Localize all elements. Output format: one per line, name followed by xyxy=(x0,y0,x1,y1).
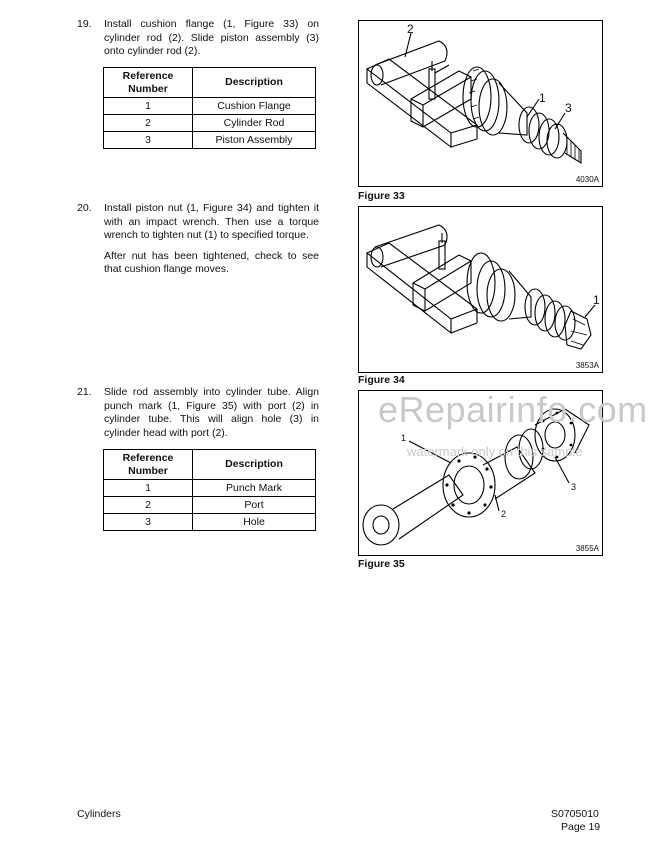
callout-label: 2 xyxy=(501,509,507,519)
reference-table-21 xyxy=(103,449,316,531)
watermark-logo-text: eRepairinfo.com xyxy=(378,389,648,430)
figure-34-illustration xyxy=(358,206,603,373)
step-text: Install piston nut (1, Figure 34) and tighten it with an impact wrench. Then use a torque wrench to tighten nut (1) to specified torque. xyxy=(104,202,319,241)
step-number: 19. xyxy=(77,18,92,30)
figure-code: 3853A xyxy=(575,361,599,370)
callout-label: 3 xyxy=(565,101,572,115)
figure-code: 3855A xyxy=(575,544,599,553)
figure-caption: Figure 34 xyxy=(358,374,405,386)
table-cell: 2 xyxy=(104,115,193,132)
step-text: After nut has been tightened, check to see that cushion flange moves. xyxy=(104,249,319,275)
step-text: Slide rod assembly into cylinder tube. Align punch mark (1, Figure 35) with port (2) in cylinder tube. This will align hole (3) in cylinder head with port (2). xyxy=(104,386,319,439)
table-row xyxy=(104,98,316,115)
table-header: Description xyxy=(193,450,316,480)
table-cell: Cushion Flange xyxy=(193,98,316,115)
watermark-note: watermark only on this sample xyxy=(407,444,583,459)
table-cell: 3 xyxy=(104,132,193,149)
callout-label: 1 xyxy=(593,293,600,307)
table-cell: 2 xyxy=(104,497,193,514)
callout-label: 3 xyxy=(571,482,577,492)
step-number: 21. xyxy=(77,386,92,398)
callout-label: 1 xyxy=(401,433,407,443)
table-row xyxy=(104,115,316,132)
table-header: Reference Number xyxy=(104,450,193,480)
figure-33-illustration xyxy=(358,20,603,187)
table-row xyxy=(104,480,316,497)
footer-doc-number: S0705010 xyxy=(551,808,599,820)
table-cell: 1 xyxy=(104,480,193,497)
figure-code: 4030A xyxy=(575,175,599,184)
step-number: 20. xyxy=(77,202,92,214)
table-cell: Hole xyxy=(193,514,316,531)
footer-section: Cylinders xyxy=(77,808,121,820)
table-row xyxy=(104,497,316,514)
reference-table-19 xyxy=(103,67,316,149)
step-text: Install cushion flange (1, Figure 33) on cylinder rod (2). Slide piston assembly (3) onto cylinder rod (2). xyxy=(104,18,319,57)
callout-label: 2 xyxy=(407,22,414,36)
table-header: Description xyxy=(193,68,316,98)
table-cell: Piston Assembly xyxy=(193,132,316,149)
footer-page-number: Page 19 xyxy=(561,821,601,833)
table-row xyxy=(104,132,316,149)
table-cell: Punch Mark xyxy=(193,480,316,497)
figure-caption: Figure 35 xyxy=(358,558,405,570)
table-header: Reference Number xyxy=(104,68,193,98)
table-cell: 1 xyxy=(104,98,193,115)
table-row xyxy=(104,514,316,531)
table-cell: Port xyxy=(193,497,316,514)
callout-label: 1 xyxy=(539,91,546,105)
figure-caption: Figure 33 xyxy=(358,190,405,202)
table-cell: Cylinder Rod xyxy=(193,115,316,132)
table-cell: 3 xyxy=(104,514,193,531)
